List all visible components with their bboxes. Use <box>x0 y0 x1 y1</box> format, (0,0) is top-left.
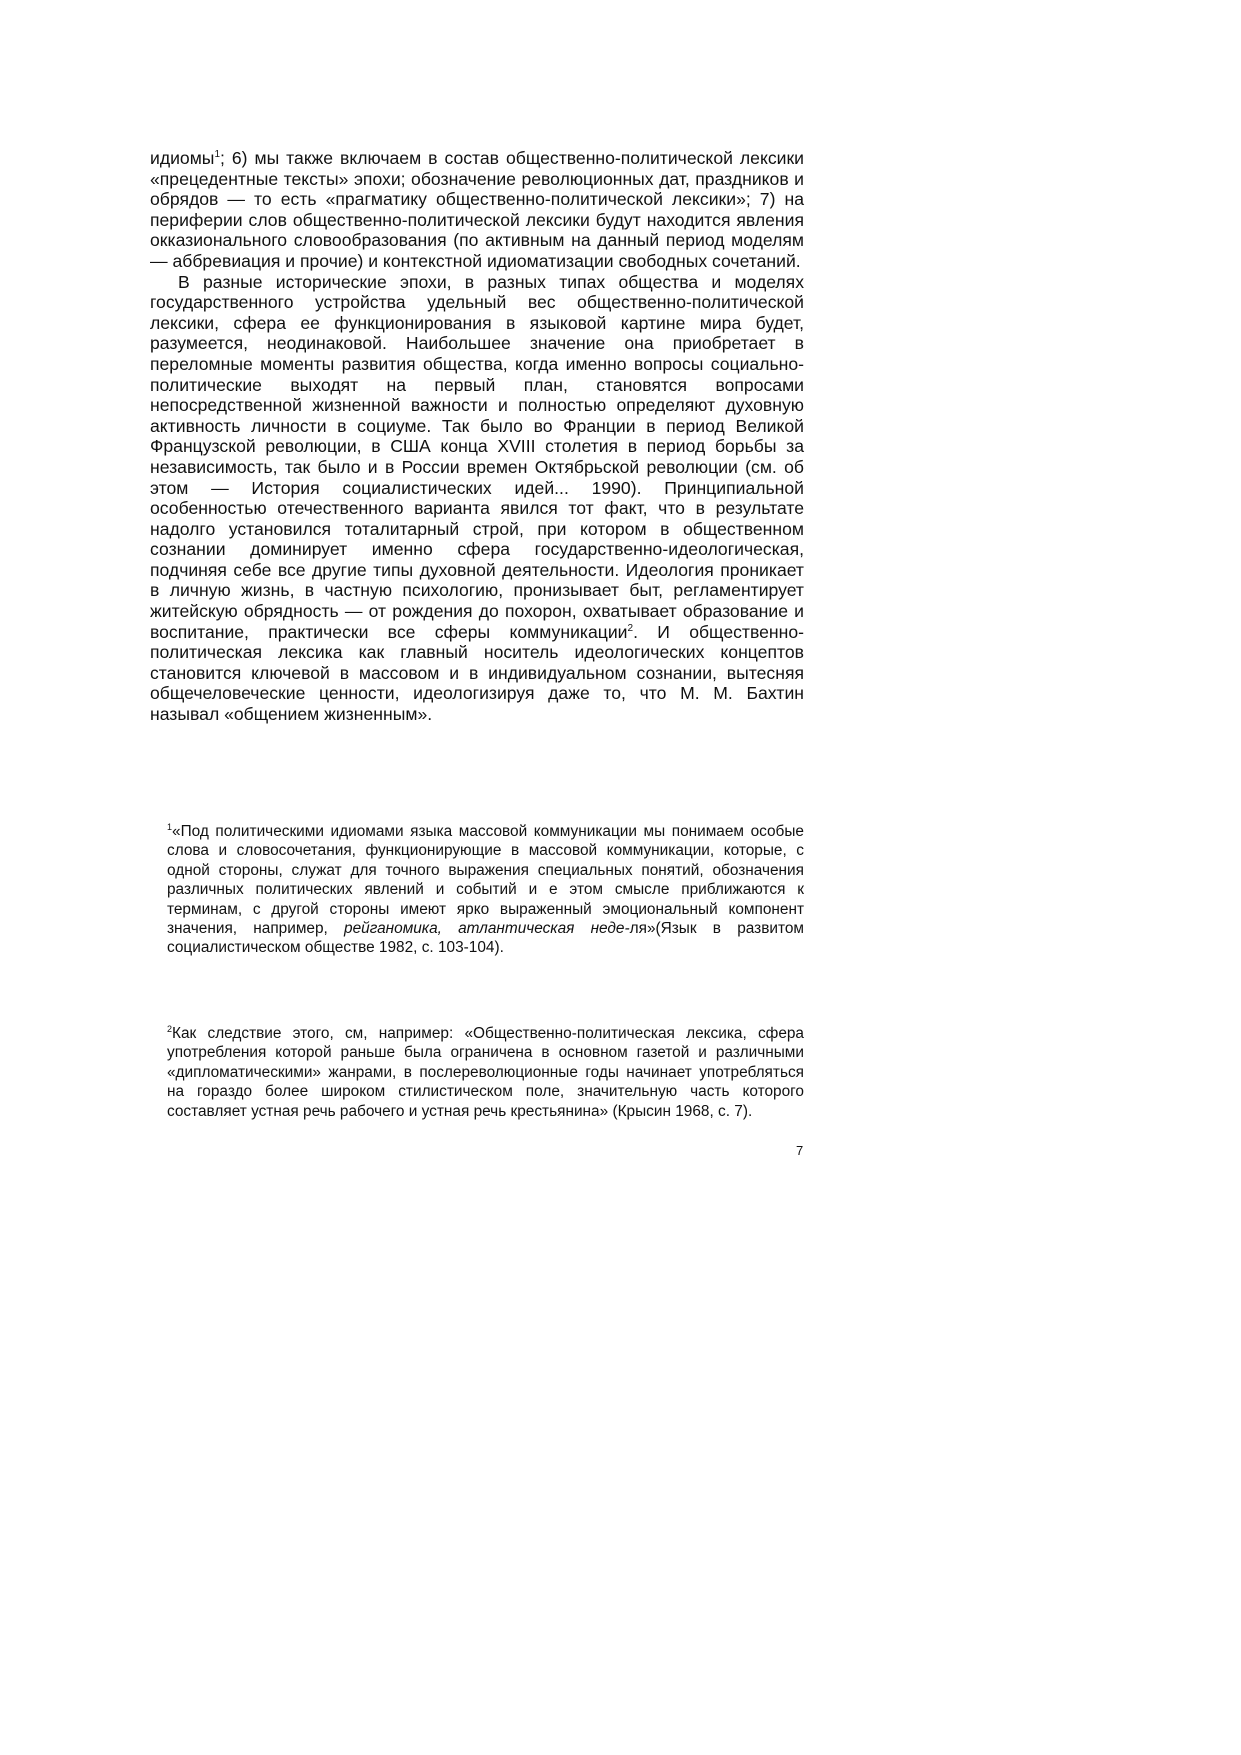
footnote-2-text: Как следствие этого, см, например: «Общественно-политическая лексика, сфера употребления которой раньше была ограничена в основном газетой и различными «дипломатическими» жанрами, в послереволюционные годы начинает употребляться на гораздо более широком стилистическом поле, значительную часть которого составляет устная речь рабочего и устная речь крестьянина» (Крысин 1968, с. 7). <box>167 1025 804 1120</box>
footnote-1-marker: 1 <box>167 822 173 832</box>
paragraph-1 <box>150 148 804 272</box>
footnote-1-text-before: «Под политическими идиомами языка массовой коммуникации мы понимаем особые слова и словосочетания, функционирующие в массовой коммуникации, которые, с одной стороны, служат для точного выражения специальных понятий, обозначения различных политических явлений и событий и е этом смысле приближаются к терминам, с другой стороны имеют ярко выраженный эмоциональный компонент значения, например, <box>167 823 804 938</box>
footnote-2 <box>167 1024 804 1121</box>
footnote-ref-2[interactable]: 2 <box>627 622 634 634</box>
page-number: 7 <box>796 1143 804 1158</box>
paragraph-2-text-before: В разные исторические эпохи, в разных типах общества и моделях государственного устройства удельный вес общественно-политической лексики, сфера ее функционирования в языковой картине мира будет, разумеется, неодинаковой. Наибольшее значение она приобретает в переломные моменты развития общества, когда именно вопросы социально-политические выходят на первый план, становятся вопросами непосредственной жизненной важности и полностью определяют духовную активность личности в социуме. Так было во Франции в период Великой Французской революции, в США конца XVIII столетия в период борьбы за независимость, так было и в России времен Октябрьской революции (см. об этом — История социалистических идей... 1990). Принципиальной особенностью отечественного варианта явился тот факт, что в результате надолго установился тоталитарный строй, при котором в общественном сознании доминирует именно сфера государственно-идеологическая, подчиняя себе все другие типы духовной деятельности. Идеология проникает в личную жизнь, в частную психологию, пронизывает быт, регламентирует житейскую обрядность — от рождения до похорон, охватывает образование и воспитание, практически все сферы коммуникации <box>150 271 804 642</box>
paragraph-1-text: ; 6) мы также включаем в состав общественно-политической лексики «прецедентные тексты» эпохи; обозначение революционных дат, праздников и обрядов — то есть «прагматику общественно-политической лексики»; 7) на периферии слов общественно-политической лексики будут находится явления окказионального словообразования (по активным на данный период моделям — аббревиация и прочие) и контекстной идиоматизации свободных сочетаний. <box>150 148 804 271</box>
paragraph-2 <box>150 272 804 725</box>
footnote-1-italic: рейганомика, атлантическая неде- <box>344 920 630 938</box>
footnote-1 <box>167 822 804 958</box>
paragraph-2-text-after: . И общественно-политическая лексика как главный носитель идеологических концептов становится ключевой в массовом и в индивидуальном сознании, вытесняя общечеловеческие ценности, идеологизируя даже то, что М. М. Бахтин называл «общением жизненным». <box>150 621 804 725</box>
paragraph-1-start: идиомы <box>150 148 215 168</box>
footnote-1-text-after: ля»(Язык в развитом социалистическом обществе 1982, с. 103-104). <box>167 920 804 957</box>
footnote-2-marker: 2 <box>167 1024 173 1034</box>
main-text <box>150 148 804 725</box>
footnote-ref-1[interactable]: 1 <box>214 149 221 160</box>
